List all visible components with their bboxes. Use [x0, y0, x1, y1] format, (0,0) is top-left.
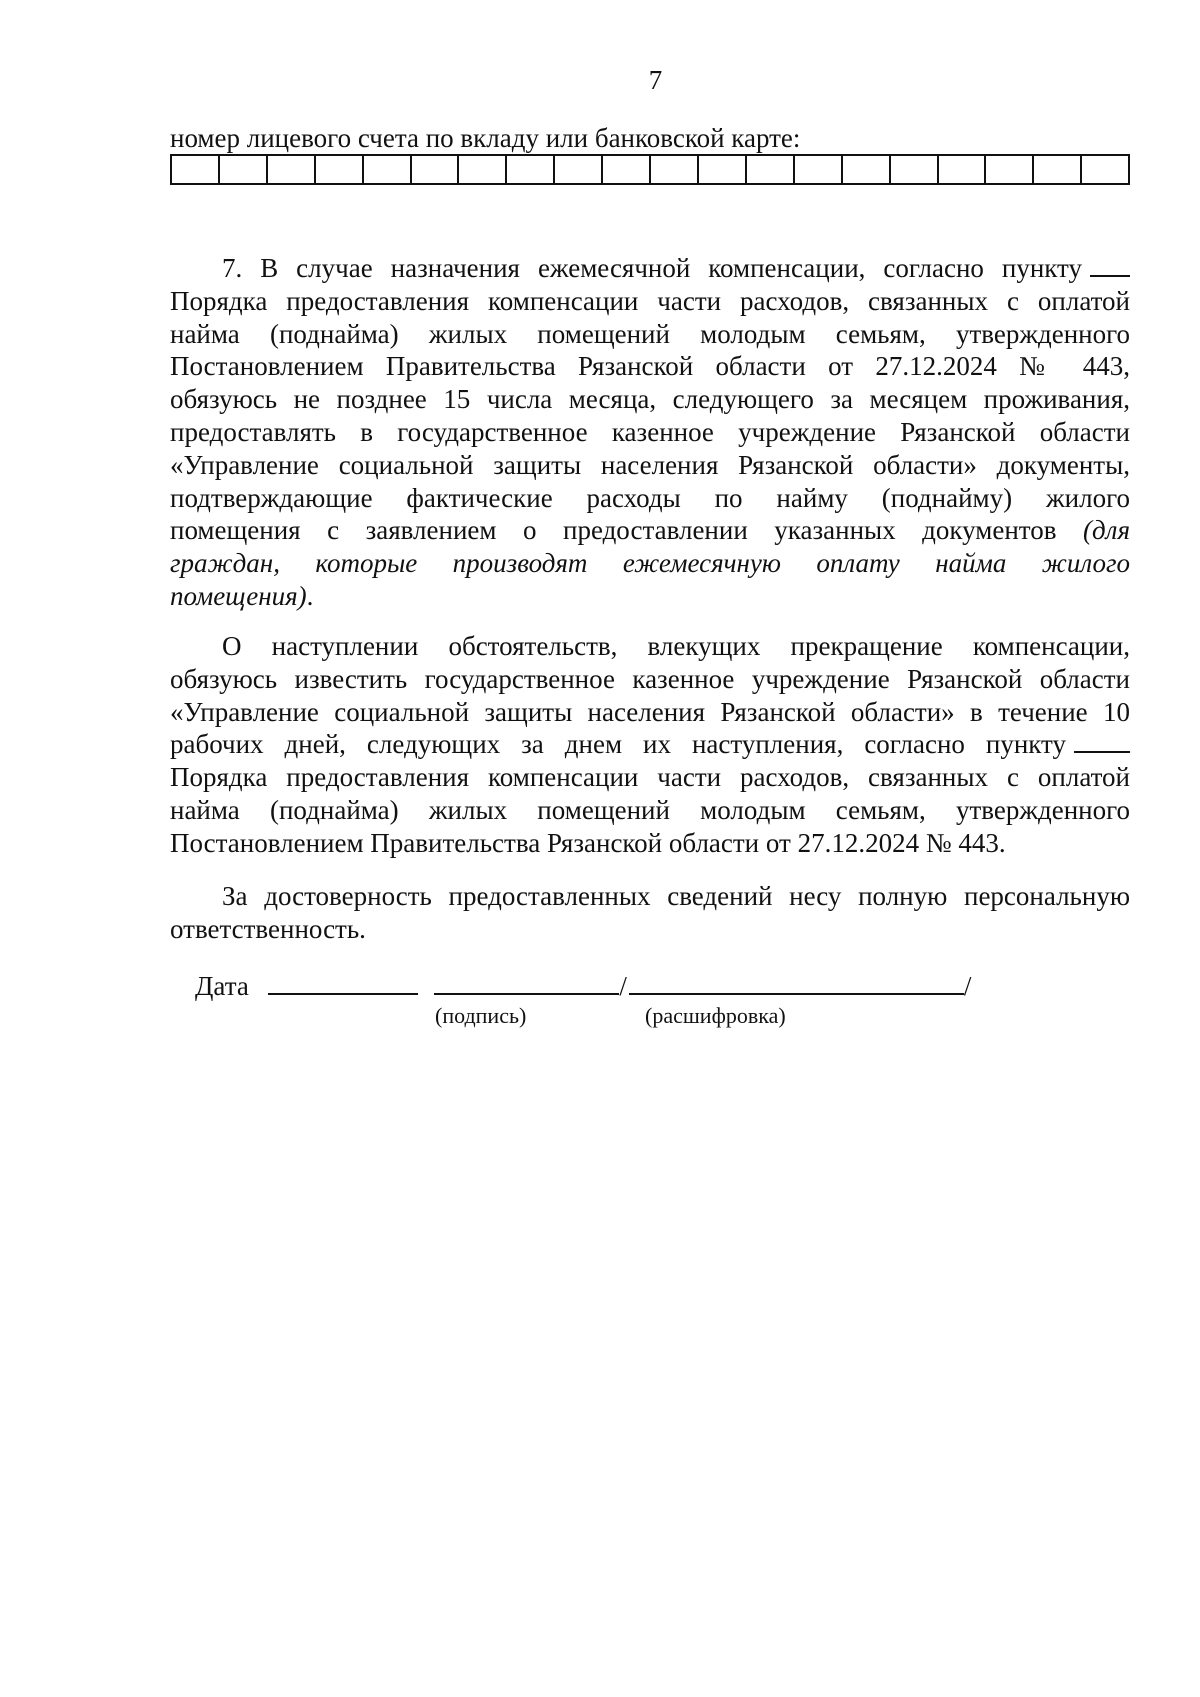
paragraph-line: Постановлением Правительства Рязанской области от 27.12.2024 № 443.: [170, 827, 1006, 858]
paragraph-7-line: Порядка предоставления компенсации части расходов, связанных с оплатой: [170, 285, 1130, 316]
paragraph-line: обязуюсь известить государственное казенное учреждение Рязанской области: [170, 663, 1130, 694]
paragraph-7-line: 7. В случае назначения ежемесячной компенсации, согласно пункту: [170, 252, 1130, 285]
account-digit-box[interactable]: [651, 156, 699, 183]
italic-note: (для: [1083, 515, 1130, 546]
account-digit-box[interactable]: [172, 156, 220, 183]
point-number-blank[interactable]: [1074, 750, 1130, 753]
point-number-blank[interactable]: [1090, 274, 1130, 277]
account-digit-box[interactable]: [843, 156, 891, 183]
account-digit-box[interactable]: [507, 156, 555, 183]
paragraph-7-line: обязуюсь не позднее 15 числа месяца, следующего за месяцем проживания,: [170, 384, 1130, 415]
account-label: номер лицевого счета по вкладу или банковской карте:: [170, 123, 801, 153]
account-digit-box[interactable]: [891, 156, 939, 183]
slash-separator: /: [963, 971, 972, 1001]
paragraph-7-line: помещения).: [170, 580, 314, 611]
slash-separator: /: [619, 971, 627, 1001]
paragraph-circumstances: [170, 630, 1130, 860]
paragraph-responsibility: [170, 880, 1130, 946]
paragraph-line: Порядка предоставления компенсации части расходов, связанных с оплатой: [170, 762, 1130, 793]
account-digit-box[interactable]: [268, 156, 316, 183]
paragraph-line: О наступлении обстоятельств, влекущих прекращение компенсации,: [222, 631, 1130, 661]
account-digit-box[interactable]: [316, 156, 364, 183]
paragraph-7-line: найма (поднайма) жилых помещений молодым семьям, утвержденного: [170, 318, 1130, 349]
italic-note: помещения): [170, 580, 307, 611]
paragraph-7-line: «Управление социальной защиты населения Рязанской области» документы,: [170, 449, 1130, 480]
signature-caption: (подпись): [435, 1003, 527, 1028]
account-digit-box[interactable]: [1034, 156, 1082, 183]
account-digit-box[interactable]: [747, 156, 795, 183]
account-digit-box[interactable]: [412, 156, 460, 183]
decoding-field[interactable]: [629, 992, 964, 995]
account-digit-box[interactable]: [939, 156, 987, 183]
decoding-caption: (расшифровка): [645, 1003, 786, 1028]
paragraph-7-line: Постановлением Правительства Рязанской области от 27.12.2024 № 443,: [170, 351, 1130, 382]
paragraph-line: За достоверность предоставленных сведений несу полную персональную: [222, 881, 1130, 911]
paragraph-7-line: помещения с заявлением о предоставлении указанных документов (для: [170, 515, 1130, 546]
account-digit-box[interactable]: [364, 156, 412, 183]
account-digit-box[interactable]: [603, 156, 651, 183]
paragraph-line: рабочих дней, следующих за днем их наступления, согласно пункту: [170, 728, 1130, 761]
account-digit-box[interactable]: [795, 156, 843, 183]
account-digit-box[interactable]: [459, 156, 507, 183]
paragraph-7-line: подтверждающие фактические расходы по найму (поднайму) жилого: [170, 482, 1130, 513]
paragraph-line: «Управление социальной защиты населения Рязанской области» в течение 10: [170, 696, 1130, 727]
paragraph-7: [170, 252, 1130, 613]
italic-note: граждан, которые производят ежемесячную оплату найма жилого: [170, 548, 1130, 579]
date-label: Дата: [195, 971, 249, 1001]
account-digit-box[interactable]: [555, 156, 603, 183]
signature-field[interactable]: [434, 992, 619, 995]
account-digit-box[interactable]: [220, 156, 268, 183]
paragraph-7-line: предоставлять в государственное казенное учреждение Рязанской области: [170, 416, 1130, 447]
signature-row: [195, 970, 971, 1002]
account-number-boxes[interactable]: [170, 154, 1130, 185]
account-digit-box[interactable]: [986, 156, 1034, 183]
date-field[interactable]: [268, 992, 418, 995]
paragraph-line: найма (поднайма) жилых помещений молодым семьям, утвержденного: [170, 794, 1130, 825]
paragraph-line: ответственность.: [170, 913, 366, 944]
account-digit-box[interactable]: [699, 156, 747, 183]
page-number: 7: [648, 65, 663, 95]
account-digit-box[interactable]: [1082, 156, 1128, 183]
